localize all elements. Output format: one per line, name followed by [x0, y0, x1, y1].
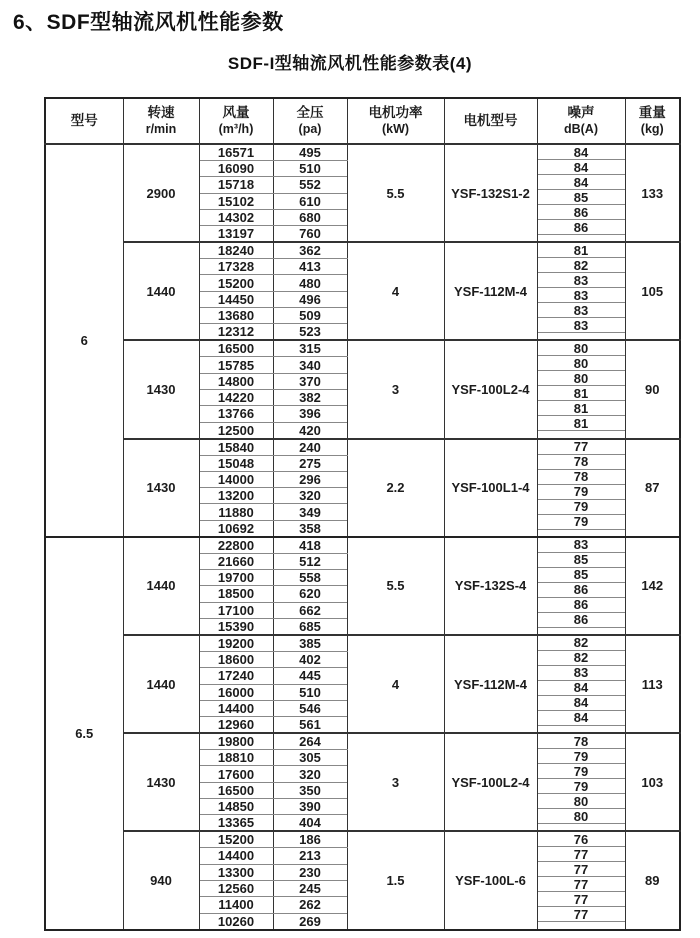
pressure-cell: 349: [273, 504, 347, 520]
pressure-cell: 480: [273, 275, 347, 291]
table-row: [45, 831, 680, 848]
pressure-cell: 552: [273, 177, 347, 193]
model-cell: 6: [45, 144, 123, 537]
flow-cell: 21660: [199, 553, 273, 569]
header-noise-label: 噪声: [567, 104, 595, 120]
noise-box: 80: [538, 809, 625, 824]
table-row: [45, 635, 680, 652]
power-cell: 3: [347, 340, 444, 438]
flow-cell: 14220: [199, 389, 273, 405]
power-cell: 1.5: [347, 831, 444, 929]
pressure-cell: 610: [273, 193, 347, 209]
motor-cell: YSF-112M-4: [444, 635, 537, 733]
pressure-cell: 370: [273, 373, 347, 389]
noise-box: 77: [538, 862, 625, 877]
flow-cell: 14000: [199, 471, 273, 487]
weight-cell: 90: [625, 340, 680, 438]
noise-box: 86: [538, 220, 625, 235]
pressure-cell: 230: [273, 864, 347, 880]
noise-box: 84: [538, 711, 625, 726]
weight-cell: 142: [625, 537, 680, 635]
flow-cell: 19800: [199, 733, 273, 750]
pressure-cell: 760: [273, 226, 347, 243]
flow-cell: 17600: [199, 766, 273, 782]
noise-box: 80: [538, 356, 625, 371]
table-row: [45, 733, 680, 750]
noise-box: 82: [538, 258, 625, 273]
pressure-cell: 350: [273, 782, 347, 798]
flow-cell: 17240: [199, 668, 273, 684]
noise-box: 86: [538, 613, 625, 628]
flow-cell: 15200: [199, 275, 273, 291]
flow-cell: 15200: [199, 831, 273, 848]
pressure-cell: 320: [273, 488, 347, 504]
flow-cell: 16090: [199, 161, 273, 177]
power-cell: 5.5: [347, 537, 444, 635]
header-speed-label: 转速: [147, 104, 175, 120]
flow-cell: 13197: [199, 226, 273, 243]
noise-box: 84: [538, 145, 625, 160]
pressure-cell: 362: [273, 242, 347, 259]
noise-box: 78: [538, 455, 625, 470]
noise-box: 84: [538, 681, 625, 696]
flow-cell: 14450: [199, 291, 273, 307]
pressure-cell: 662: [273, 602, 347, 618]
speed-cell: 1430: [123, 340, 199, 438]
pressure-cell: 358: [273, 520, 347, 537]
pressure-cell: 420: [273, 422, 347, 439]
noise-box: 85: [538, 553, 625, 568]
motor-cell: YSF-100L2-4: [444, 733, 537, 831]
flow-cell: 11400: [199, 897, 273, 913]
weight-cell: 133: [625, 144, 680, 242]
header-motor-model: [444, 98, 537, 144]
noise-box: 83: [538, 288, 625, 303]
motor-cell: YSF-100L-6: [444, 831, 537, 929]
noise-cell: [537, 144, 625, 242]
flow-cell: 13766: [199, 406, 273, 422]
flow-cell: 13365: [199, 815, 273, 832]
noise-box: 84: [538, 160, 625, 175]
noise-box: 78: [538, 734, 625, 749]
flow-cell: 16500: [199, 782, 273, 798]
pressure-cell: 390: [273, 799, 347, 815]
pressure-cell: 262: [273, 897, 347, 913]
pressure-cell: 275: [273, 455, 347, 471]
noise-box: 83: [538, 538, 625, 553]
fan-spec-table: [44, 97, 681, 931]
table-row: [45, 144, 680, 161]
page-title: 6、SDF型轴流风机性能参数: [13, 11, 284, 34]
pressure-cell: 495: [273, 144, 347, 161]
noise-box: 81: [538, 401, 625, 416]
noise-box: 83: [538, 318, 625, 333]
noise-cell: [537, 340, 625, 438]
flow-cell: 15390: [199, 618, 273, 635]
flow-cell: 22800: [199, 537, 273, 554]
table-title: SDF-I型轴流风机性能参数表(4): [227, 54, 473, 73]
speed-cell: 1440: [123, 537, 199, 635]
flow-cell: 12560: [199, 880, 273, 896]
flow-cell: 14302: [199, 209, 273, 225]
motor-cell: YSF-132S-4: [444, 537, 537, 635]
flow-cell: 15718: [199, 177, 273, 193]
noise-box: 79: [538, 515, 625, 530]
pressure-cell: 509: [273, 308, 347, 324]
noise-box: 80: [538, 794, 625, 809]
pressure-cell: 296: [273, 471, 347, 487]
noise-box: 82: [538, 651, 625, 666]
weight-cell: 113: [625, 635, 680, 733]
noise-box: 79: [538, 500, 625, 515]
pressure-cell: 496: [273, 291, 347, 307]
table-row: [45, 439, 680, 456]
flow-cell: 18600: [199, 651, 273, 667]
flow-cell: 18810: [199, 750, 273, 766]
flow-cell: 16000: [199, 684, 273, 700]
model-cell: 6.5: [45, 537, 123, 930]
pressure-cell: 396: [273, 406, 347, 422]
pressure-cell: 340: [273, 357, 347, 373]
header-weight: 重量 (kg): [625, 98, 680, 144]
noise-box: 84: [538, 175, 625, 190]
flow-cell: 17328: [199, 259, 273, 275]
noise-box: 79: [538, 485, 625, 500]
motor-cell: YSF-132S1-2: [444, 144, 537, 242]
weight-cell: 89: [625, 831, 680, 929]
flow-cell: 12500: [199, 422, 273, 439]
flow-cell: 10692: [199, 520, 273, 537]
noise-box: 86: [538, 205, 625, 220]
header-model: [45, 98, 123, 144]
flow-cell: 16571: [199, 144, 273, 161]
noise-box: 86: [538, 598, 625, 613]
pressure-cell: 445: [273, 668, 347, 684]
pressure-cell: 315: [273, 340, 347, 357]
speed-cell: 1440: [123, 635, 199, 733]
noise-box: 81: [538, 386, 625, 401]
header-pressure: 全压 (pa): [273, 98, 347, 144]
pressure-cell: 523: [273, 324, 347, 341]
pressure-cell: 269: [273, 913, 347, 930]
noise-box: 80: [538, 371, 625, 386]
header-speed: 转速 r/min: [123, 98, 199, 144]
noise-cell: [537, 439, 625, 537]
flow-cell: 14850: [199, 799, 273, 815]
noise-box: 78: [538, 470, 625, 485]
speed-cell: 940: [123, 831, 199, 929]
flow-cell: 18500: [199, 586, 273, 602]
pressure-cell: 240: [273, 439, 347, 456]
pressure-cell: 320: [273, 766, 347, 782]
noise-box: 85: [538, 568, 625, 583]
pressure-cell: 402: [273, 651, 347, 667]
flow-cell: 15785: [199, 357, 273, 373]
pressure-cell: 413: [273, 259, 347, 275]
flow-cell: 10260: [199, 913, 273, 930]
noise-cell: [537, 537, 625, 635]
header-motor-power-label: 电机功率: [368, 104, 423, 120]
header-row: [45, 98, 680, 144]
flow-cell: 11880: [199, 504, 273, 520]
pressure-cell: 418: [273, 537, 347, 554]
noise-box: 85: [538, 190, 625, 205]
flow-cell: 14400: [199, 848, 273, 864]
pressure-cell: 385: [273, 635, 347, 652]
power-cell: 4: [347, 242, 444, 340]
flow-cell: 19700: [199, 570, 273, 586]
noise-cell: [537, 831, 625, 929]
flow-cell: 15102: [199, 193, 273, 209]
pressure-cell: 558: [273, 570, 347, 586]
noise-box: 82: [538, 636, 625, 651]
table-row: [45, 242, 680, 259]
flow-cell: 19200: [199, 635, 273, 652]
flow-cell: 14800: [199, 373, 273, 389]
weight-cell: 87: [625, 439, 680, 537]
weight-cell: 103: [625, 733, 680, 831]
noise-box: 77: [538, 847, 625, 862]
weight-cell: 105: [625, 242, 680, 340]
pressure-cell: 245: [273, 880, 347, 896]
noise-box: 83: [538, 273, 625, 288]
noise-box: 86: [538, 583, 625, 598]
noise-box: 79: [538, 764, 625, 779]
noise-box: 80: [538, 341, 625, 356]
header-model-label: 型号: [70, 112, 98, 128]
flow-cell: 12960: [199, 717, 273, 734]
flow-cell: 14400: [199, 700, 273, 716]
noise-box: 81: [538, 416, 625, 431]
flow-cell: 17100: [199, 602, 273, 618]
power-cell: 3: [347, 733, 444, 831]
flow-cell: 13300: [199, 864, 273, 880]
flow-cell: 18240: [199, 242, 273, 259]
pressure-cell: 512: [273, 553, 347, 569]
header-noise: 噪声 dB(A): [537, 98, 625, 144]
pressure-cell: 382: [273, 389, 347, 405]
noise-box: 77: [538, 907, 625, 922]
motor-cell: YSF-100L1-4: [444, 439, 537, 537]
table-body: [45, 144, 680, 930]
noise-cell: [537, 242, 625, 340]
header-weight-label: 重量: [638, 104, 666, 120]
flow-cell: 13200: [199, 488, 273, 504]
header-motor-power: 电机功率 (kW): [347, 98, 444, 144]
power-cell: 4: [347, 635, 444, 733]
pressure-cell: 546: [273, 700, 347, 716]
speed-cell: 1440: [123, 242, 199, 340]
table-row: [45, 537, 680, 554]
noise-box: 77: [538, 877, 625, 892]
pressure-cell: 213: [273, 848, 347, 864]
noise-box: 84: [538, 696, 625, 711]
noise-box: 81: [538, 243, 625, 258]
pressure-cell: 510: [273, 684, 347, 700]
motor-cell: YSF-112M-4: [444, 242, 537, 340]
noise-box: 76: [538, 832, 625, 847]
power-cell: 2.2: [347, 439, 444, 537]
header-airflow-label: 风量: [222, 104, 250, 120]
flow-cell: 13680: [199, 308, 273, 324]
pressure-cell: 685: [273, 618, 347, 635]
noise-box: 83: [538, 303, 625, 318]
speed-cell: 1430: [123, 439, 199, 537]
speed-cell: 1430: [123, 733, 199, 831]
table-row: [45, 340, 680, 357]
flow-cell: 15048: [199, 455, 273, 471]
pressure-cell: 186: [273, 831, 347, 848]
noise-cell: [537, 635, 625, 733]
pressure-cell: 305: [273, 750, 347, 766]
noise-cell: [537, 733, 625, 831]
power-cell: 5.5: [347, 144, 444, 242]
noise-box: 79: [538, 779, 625, 794]
flow-cell: 16500: [199, 340, 273, 357]
pressure-cell: 510: [273, 161, 347, 177]
pressure-cell: 561: [273, 717, 347, 734]
noise-box: 83: [538, 666, 625, 681]
flow-cell: 12312: [199, 324, 273, 341]
header-motor-model-label: 电机型号: [463, 112, 518, 128]
pressure-cell: 620: [273, 586, 347, 602]
pressure-cell: 264: [273, 733, 347, 750]
pressure-cell: 680: [273, 209, 347, 225]
noise-box: 77: [538, 892, 625, 907]
flow-cell: 15840: [199, 439, 273, 456]
noise-box: 79: [538, 749, 625, 764]
pressure-cell: 404: [273, 815, 347, 832]
noise-box: 77: [538, 440, 625, 455]
header-pressure-label: 全压: [296, 104, 324, 120]
speed-cell: 2900: [123, 144, 199, 242]
header-airflow: 风量 (m³/h): [199, 98, 273, 144]
motor-cell: YSF-100L2-4: [444, 340, 537, 438]
